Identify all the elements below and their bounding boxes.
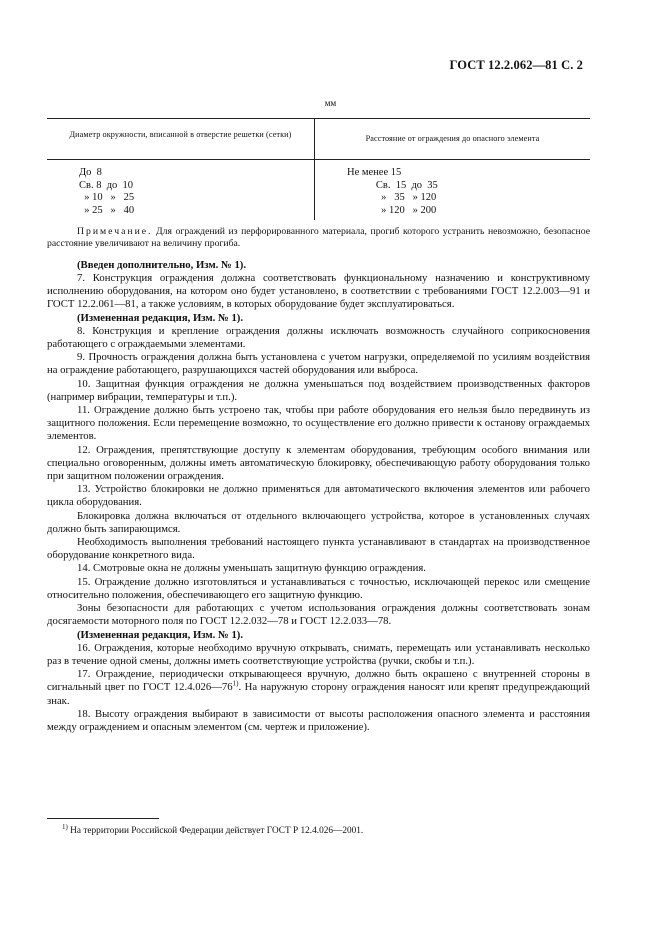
clause-paragraph (47, 642, 590, 668)
body-text (47, 226, 590, 734)
paragraph-text: Необходимость выполнения требований настоящего пункта устанавливают в стандартах на производственное оборудование конкретного вида. (47, 536, 590, 562)
note-paragraph (47, 226, 590, 251)
paragraph-text: 18. Высоту ограждения выбирают в зависимости от высоты расположения опасного элемента и расстояния между ограждением и опасным элементом (см. чертеж и приложение). (47, 707, 590, 733)
clause-paragraph (47, 444, 590, 484)
clause-paragraph (47, 510, 590, 536)
distance-table (47, 118, 590, 220)
table-header-divider (47, 159, 590, 160)
table-unit: мм (324, 98, 337, 108)
paragraph-text: (Измененная редакция, Изм. № 1). (77, 628, 244, 641)
table-header-diameter: Диаметр окружности, вписанной в отверстие решетки (сетки) (69, 130, 292, 139)
paragraph-text: 12. Ограждения, препятствующие доступу к элементам оборудования, требующим особого внимания или специально оговоренным, должны иметь автоматическую блокировку, обеспечивающую работу оборудования только при защитном положении ограждения. (47, 443, 590, 483)
amendment-note (47, 629, 590, 642)
footnote-rule (47, 818, 159, 819)
clause-paragraph (47, 272, 590, 312)
paragraph-text: 10. Защитная функция ограждения не должна уменьшаться под воздействием производственных факторов (например вибрации, температуры и т.п.). (47, 377, 590, 403)
footnote-text: На территории Российской Федерации действует ГОСТ Р 12.4.026—2001. (67, 826, 364, 836)
paragraph-text: 7. Конструкция ограждения должна соответствовать функциональному назначению и конструктивному исполнению оборудования, на котором оно будет установлено, в соответствии с требованиями ГОСТ 12.2.003—91 и ГОСТ 12.2.061—81, а также условиям, в которых оборудование будет эксплуатироваться. (47, 272, 590, 311)
footnote (62, 822, 364, 836)
paragraph-text: 9. Прочность ограждения должна быть установлена с учетом нагрузки, определяемой по усилиям воздействия на ограждение работающего, разрушающихся частей оборудования или выброса. (47, 351, 590, 377)
page-header: ГОСТ 12.2.062—81 С. 2 (449, 58, 583, 72)
amendment-note (47, 312, 590, 325)
table-cell-distances: Не менее 15 Св. 15 до 35 » 35 » 120 » 120 » 200 (347, 167, 438, 216)
paragraph-text: Зоны безопасности для работающих с учетом использования ограждения должны соответствовать зонам досягаемости моторного поля по ГОСТ 12.2.032—78 и ГОСТ 12.2.033—78. (47, 602, 590, 628)
clause-paragraph (47, 483, 590, 509)
clause-paragraph (47, 562, 590, 575)
clause-paragraph (47, 351, 590, 377)
amendment-note (47, 259, 590, 272)
paragraph-text: 8. Конструкция и крепление ограждения должны исключать возможность случайного соприкосновения работающего с ограждаемыми элементами. (47, 324, 590, 351)
paragraph-text: 13. Устройство блокировки не должно применяться для автоматического включения элементов или рабочего цикла оборудования. (47, 483, 590, 509)
clause-paragraph (47, 536, 590, 562)
clause-paragraph (47, 708, 590, 734)
clause-paragraph (47, 602, 590, 628)
clause-paragraph (47, 404, 590, 444)
paragraph-text: Блокировка должна включаться от отдельного включающего устройства, которое в установленных случаях должно быть запирающимся. (47, 509, 590, 535)
clause-paragraph (47, 378, 590, 404)
paragraph-text: 14. Смотровые окна не должны уменьшать защитную функцию ограждения. (77, 562, 426, 575)
footnote-ref: 1) (232, 679, 239, 688)
paragraph-text: 16. Ограждения, которые необходимо вручную открывать, снимать, перемещать или устанавливать несколько раз в течение одной смены, должны иметь соответствующие устройства (ручки, скобы и т.п.). (47, 641, 590, 667)
table-cell-diameters: До 8 Св. 8 до 10 » 10 » 25 » 25 » 40 (79, 167, 135, 216)
paragraph-list (47, 259, 590, 734)
paragraph-text: 11. Ограждение должно быть устроено так, чтобы при работе оборудования его нельзя было передвинуть из защитного положения. Если перемещение возможно, то осуществление его должно привести к останову ограждаемых элементов. (47, 404, 590, 443)
note-text: Для ограждений из перфорированного материала, прогиб которого устранить невозможно, безопасное расстояние увеличивают на величину прогиба. (47, 226, 590, 250)
clause-paragraph (47, 576, 590, 602)
paragraph-text: 17. Ограждение, периодически открывающееся вручную, должно быть окрашено с внутренней стороны в сигнальный цвет по ГОСТ 12.4.026—76 (47, 668, 590, 694)
paragraph-text: 15. Ограждение должно изготовляться и устанавливаться с точностью, исключающей перекос или смещение относительно положения, обеспечивающего его защитную функцию. (47, 575, 590, 601)
clause-paragraph (47, 668, 590, 708)
clause-paragraph (47, 325, 590, 351)
footnote-mark: 1) (62, 822, 68, 831)
paragraph-text-cont: . На наружную сторону ограждения наносят или крепят предупреждающий знак. (47, 681, 590, 707)
note-label: Примечание. (77, 226, 153, 237)
table-header-distance: Расстояние от ограждения до опасного элемента (365, 134, 540, 143)
paragraph-text: (Введен дополнительно, Изм. № 1). (77, 258, 247, 271)
paragraph-text: (Измененная редакция, Изм. № 1). (77, 311, 244, 324)
